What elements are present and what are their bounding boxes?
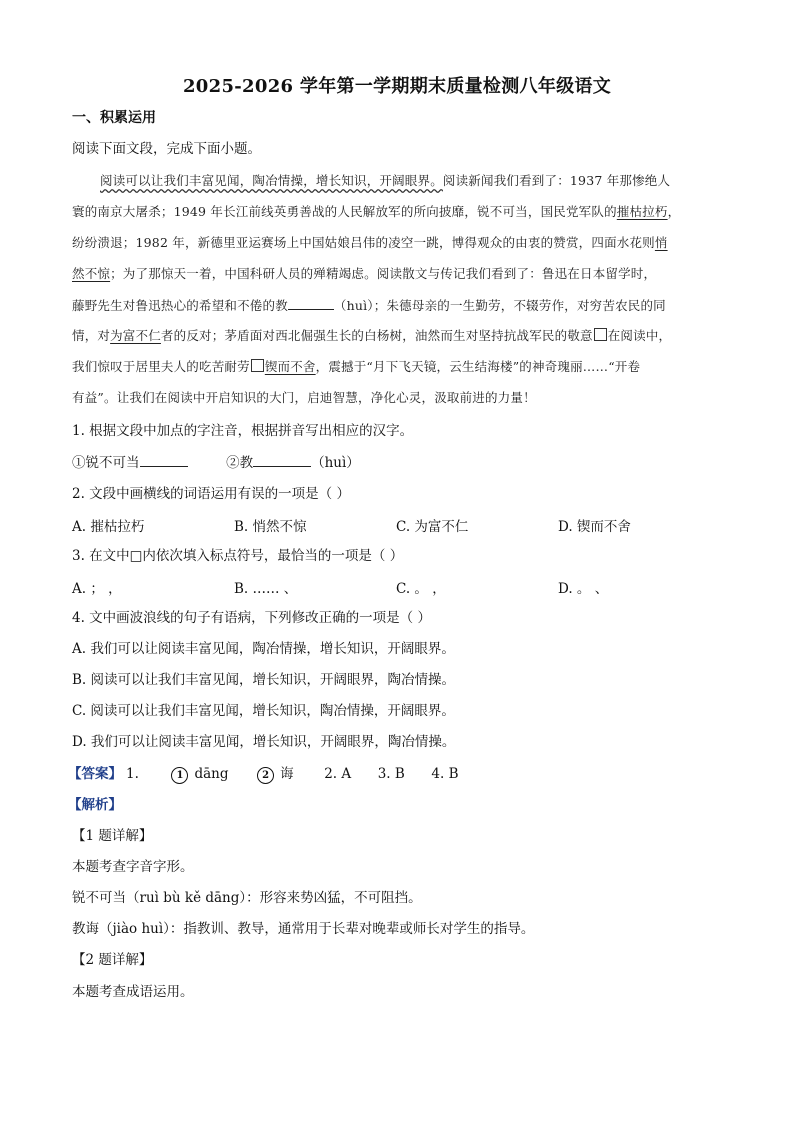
- circled-number-1: 1: [171, 767, 188, 784]
- circled-number-2: 2: [257, 767, 274, 784]
- passage-line-7: 我们惊叹于居里夫人的吃苦耐劳 锲而不舍，震撼于“月下飞天镜，云生结海楼”的神奇瑰丽……“开卷: [72, 359, 641, 374]
- passage-line-8: 有益”。让我们在阅读中开启知识的大门，启迪智慧，净化心灵，汲取前进的力量！: [72, 390, 536, 405]
- question-2-stem: 2. 文段中画横线的词语运用有误的一项是（ ）: [72, 486, 350, 502]
- instruction-text: 阅读下面文段，完成下面小题。: [72, 141, 261, 157]
- document-title: 2025-2026 学年第一学期期末质量检测八年级语文: [182, 76, 612, 97]
- question-3-option-d: D. 。 、: [558, 581, 609, 597]
- fill-blank: [140, 452, 188, 467]
- question-3-option-c: C. 。 ，: [396, 581, 446, 597]
- question-3-option-a: A. ； ，: [72, 581, 122, 597]
- detail-1-line-2: 锐不可当（ruì bù kě dāng）：形容来势凶猛，不可阻挡。: [72, 890, 422, 906]
- detail-1-heading: 【1 题详解】: [72, 828, 153, 844]
- question-2-option-b: B. 悄然不惊: [234, 519, 307, 535]
- detail-1-line-1: 本题考查字音字形。: [72, 859, 194, 875]
- detail-2-line-1: 本题考查成语运用。: [72, 984, 194, 1000]
- question-4-option-d: D. 我们可以让阅读丰富见闻，增长知识，开阔眼界，陶冶情操。: [72, 734, 456, 750]
- fill-blank: [253, 452, 311, 467]
- passage-line-4: 然不惊；为了那惊天一着，中国科研人员的殚精竭虑。阅读散文与传记我们看到了：鲁迅在日本留学时，: [72, 266, 657, 281]
- underlined-idiom: 为富不仁: [110, 328, 161, 343]
- passage-line-3: 纷纷溃退；1982 年，新德里亚运赛场上中国姑娘吕伟的凌空一跳，博得观众的由衷的赞赏，四面水花则悄: [72, 235, 668, 250]
- question-2-option-a: A. 摧枯拉朽: [72, 519, 145, 535]
- question-4-option-b: B. 阅读可以让我们丰富见闻，增长知识，开阔眼界，陶冶情操。: [72, 672, 456, 688]
- question-4-option-a: A. 我们可以让阅读丰富见闻，陶冶情操，增长知识，开阔眼界。: [72, 641, 455, 657]
- passage-line-5: 藤野先生对鲁迅热心的希望和不倦的教 （huì）；朱德母亲的一生勤劳，不辍劳作，对穷苦农民的同: [72, 295, 722, 316]
- question-4-stem: 4. 文中画波浪线的句子有语病，下列修改正确的一项是（ ）: [72, 610, 431, 626]
- passage-line-6: 情，对为富不仁者的反对；茅盾面对西北倔强生长的白杨树，油然而生对坚持抗战军民的敬意 在阅读中，: [72, 328, 672, 343]
- question-4-option-c: C. 阅读可以让我们丰富见闻，增长知识，陶冶情操，开阔眼界。: [72, 703, 455, 719]
- question-1-blanks: ①锐不可当 ②教 （huì）: [72, 452, 722, 473]
- fill-blank: [288, 295, 334, 310]
- question-3-stem: 3. 在文中□内依次填入标点符号，最恰当的一项是（ ）: [72, 548, 404, 564]
- underlined-idiom: 锲而不舍: [264, 359, 316, 374]
- question-1-stem: 1. 根据文段中加点的字注音，根据拼音写出相应的汉字。: [72, 423, 414, 439]
- punctuation-box: [251, 359, 264, 372]
- answer-tag: 【答案】: [68, 766, 122, 782]
- punctuation-box: [594, 328, 607, 341]
- question-3-option-b: B. …… 、: [234, 581, 298, 597]
- underlined-idiom: 摧枯拉朽: [616, 204, 668, 219]
- passage-line-2: 寰的南京大屠杀；1949 年长江前线英勇善战的人民解放军的所向披靡，锐不可当，国民党军队的摧枯拉朽，: [72, 204, 681, 219]
- wavy-sentence: 阅读可以让我们丰富见闻，陶冶情操，增长知识，开阔眼界。: [100, 173, 443, 188]
- section-heading: 一、积累运用: [72, 110, 156, 126]
- detail-2-heading: 【2 题详解】: [72, 952, 153, 968]
- underlined-idiom: 然不惊: [72, 266, 111, 281]
- analysis-tag: 【解析】: [68, 797, 122, 813]
- detail-1-line-3: 教诲（jiào huì）：指教训、教导，通常用于长辈对晚辈或师长对学生的指导。: [72, 921, 535, 937]
- question-2-option-d: D. 锲而不舍: [558, 519, 631, 535]
- question-2-option-c: C. 为富不仁: [396, 519, 469, 535]
- passage-line-1: 阅读可以让我们丰富见闻，陶冶情操，增长知识，开阔眼界。阅读新闻我们看到了：1937 年那惨绝人: [100, 173, 671, 188]
- answer-line: 【答案】 1. 1 dāng 2 诲 2. A 3. B 4. B: [68, 766, 459, 782]
